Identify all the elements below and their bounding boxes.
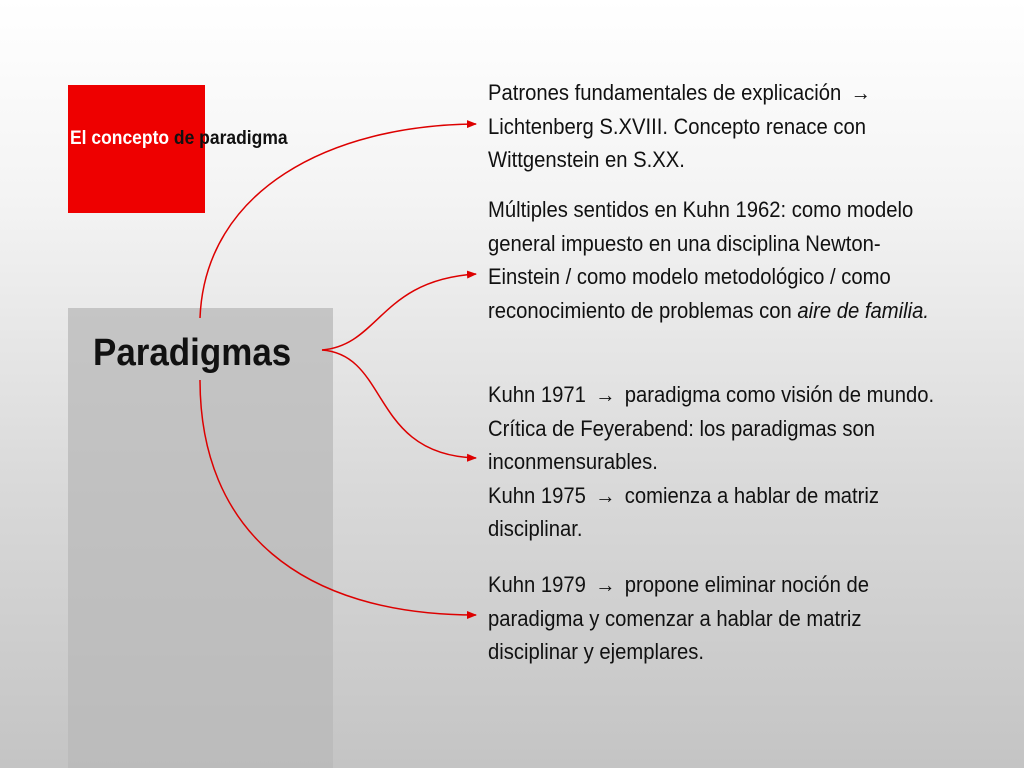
text-block-3 — [488, 378, 948, 546]
block-3-line-1-a: Kuhn 1971 — [488, 382, 586, 407]
block-2-text-italic: aire de familia. — [797, 297, 930, 323]
title-part-1: El concepto — [70, 128, 170, 149]
block-1-text-a: Patrones fundamentales de explicación — [488, 80, 842, 105]
title-part-2: de paradigma — [173, 128, 288, 149]
right-arrow-icon: → — [595, 382, 616, 407]
right-arrow-icon: → — [850, 80, 871, 105]
connector-curve-2 — [322, 274, 476, 350]
central-concept-label: Paradigmas — [93, 332, 292, 374]
block-4-text-a: Kuhn 1979 — [488, 572, 586, 597]
text-block-2 — [488, 193, 948, 327]
connector-curve-3 — [322, 350, 476, 458]
block-1-text-b: Lichtenberg S.XVIII. Concepto renace con Wittgenstein en S.XX. — [488, 113, 867, 172]
block-3-line-2-a: Kuhn 1975 — [488, 482, 586, 508]
block-2-text-a: Múltiples sentidos en Kuhn 1962: como modelo general impuesto en una disciplina Newton-Einstein / como modelo metodológico / como reconocimiento de problemas con — [488, 197, 914, 323]
block-4-text-b: propone eliminar noción de paradigma y comenzar a hablar de matriz disciplinar y ejemplares. — [488, 572, 869, 664]
text-block-4 — [488, 568, 948, 669]
right-arrow-icon: → — [595, 572, 616, 597]
connector-curve-1 — [200, 124, 476, 318]
right-arrow-icon: → — [595, 482, 616, 508]
connector-curve-4 — [200, 380, 476, 615]
block-3-line-1-b: paradigma como visión de mundo. Crítica de Feyerabend: los paradigmas son inconmensurables. — [488, 382, 935, 474]
text-block-1 — [488, 76, 948, 177]
block-3-line-2-b: comienza a hablar de matriz disciplinar. — [488, 482, 880, 541]
